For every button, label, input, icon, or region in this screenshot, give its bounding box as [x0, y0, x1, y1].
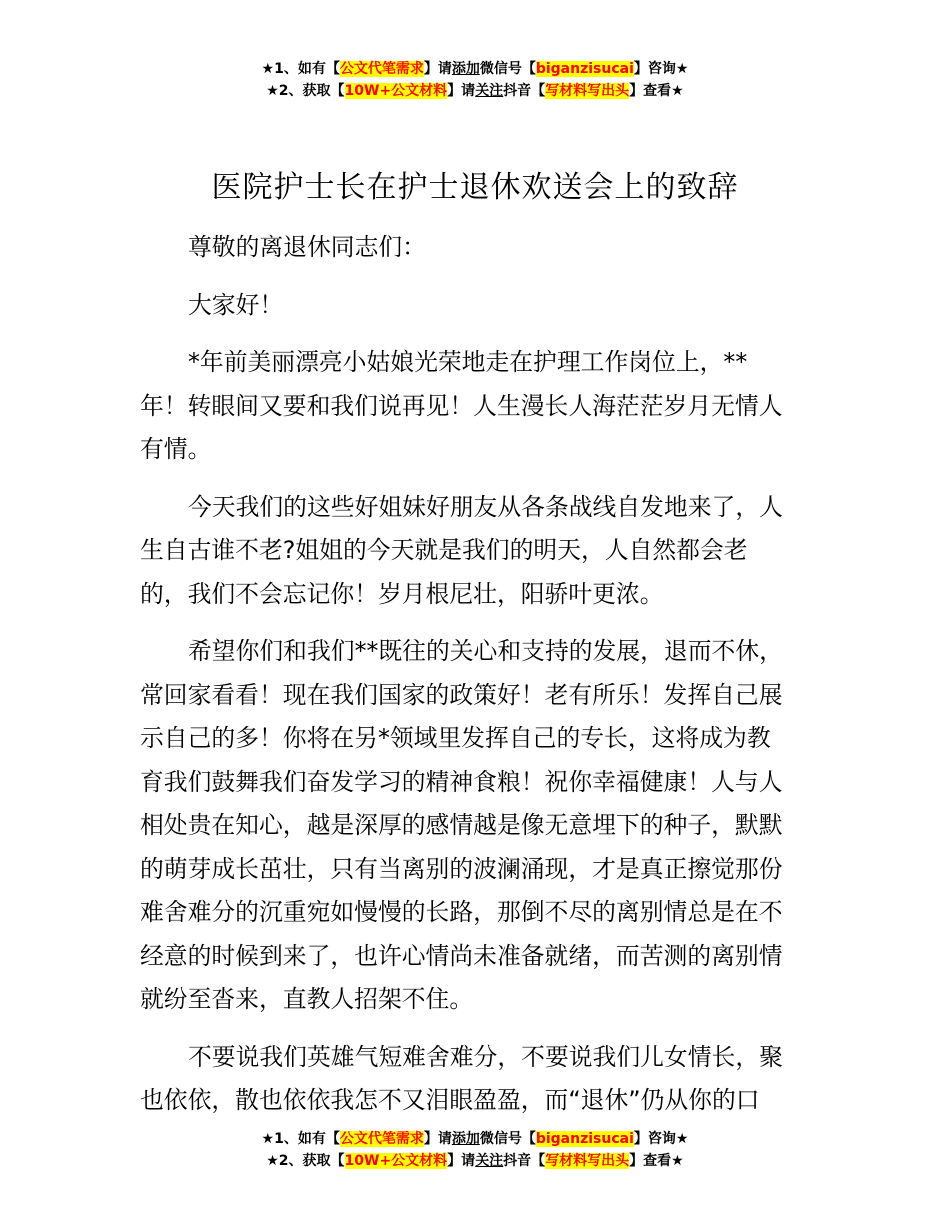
text-line: 年！转眼间又要和我们说再见！人生漫长人海茫茫岁月无情人 — [140, 391, 783, 420]
banner-text: 微信号【 — [479, 61, 536, 77]
paragraph — [140, 226, 812, 270]
text-line: 今天我们的这些好姐妹好朋友从各条战线自发地来了，人 — [188, 492, 783, 521]
banner-emphasis: 关注 — [475, 83, 504, 99]
banner-text: 】查看★ — [629, 1153, 684, 1169]
banner-line-2 — [0, 80, 950, 102]
text-line: 尊敬的离退休同志们： — [188, 233, 426, 261]
text-line: 不要说我们英雄气短难舍难分，不要说我们儿女情长，聚 — [188, 1042, 783, 1071]
text-line: 也依依，散也依依我怎不又泪眼盈盈，而“退休”仍从你的口 — [140, 1086, 760, 1114]
top-banner — [0, 58, 950, 102]
banner-emphasis: 添加 — [451, 61, 480, 77]
banner-text: 抖音【 — [503, 83, 546, 99]
text-line: 就纷至沓来，直教人招架不住。 — [140, 985, 474, 1013]
banner-text: ★1、如有【 — [261, 1131, 340, 1147]
bottom-banner — [0, 1128, 950, 1172]
text-line: 经意的时候到来了，也许心情尚未准备就绪，而苦测的离别情 — [140, 941, 783, 970]
banner-text: 】咨询★ — [633, 1131, 689, 1147]
paragraph — [140, 341, 812, 472]
text-line: 示自己的多！你将在另*领域里发挥自己的专长，这将成为教 — [140, 724, 771, 752]
text-line: 育我们鼓舞我们奋发学习的精神食粮！祝你幸福健康！人与人 — [140, 767, 783, 796]
banner-line-1 — [0, 1128, 950, 1150]
banner-text: 抖音【 — [503, 1153, 546, 1169]
banner-text: 】咨询★ — [633, 61, 689, 77]
text-line: 生自古谁不老?姐姐的今天就是我们的明天，人自然都会老 — [140, 536, 748, 564]
banner-text: 】请 — [423, 1131, 452, 1147]
banner-emphasis: 关注 — [475, 1153, 504, 1169]
paragraph — [140, 486, 812, 617]
banner-emphasis: 添加 — [451, 1131, 480, 1147]
banner-line-2 — [0, 1150, 950, 1172]
paragraph — [140, 630, 812, 1022]
document-body — [140, 226, 812, 1137]
text-line: 有情。 — [140, 435, 212, 463]
banner-highlight: 公文代笔需求 — [339, 1131, 424, 1147]
banner-text: ★2、获取【 — [266, 83, 345, 99]
banner-text: ★2、获取【 — [266, 1153, 345, 1169]
paragraph — [140, 1036, 812, 1123]
banner-text: 】请 — [447, 1153, 476, 1169]
text-line: 常回家看看！现在我们国家的政策好！老有所乐！发挥自己展 — [140, 680, 783, 709]
text-line: 的萌芽成长茁壮，只有当离别的波澜涌现，才是真正擦觉那份 — [140, 854, 783, 883]
text-line: 大家好！ — [188, 290, 284, 319]
text-line: *年前美丽漂亮小姑娘光荣地走在护理工作岗位上，** — [188, 348, 748, 376]
banner-line-1 — [0, 58, 950, 80]
banner-text: 】请 — [447, 83, 476, 99]
text-line: 相处贵在知心，越是深厚的感情越是像无意埋下的种子，默默 — [140, 811, 783, 839]
banner-highlight: 写材料写出头 — [545, 1153, 630, 1169]
text-line: 难舍难分的沉重宛如慢慢的长路，那倒不尽的离别情总是在不 — [140, 898, 783, 926]
paragraph — [140, 284, 812, 328]
banner-highlight: 10W+公文材料 — [344, 83, 448, 99]
text-line: 希望你们和我们**既往的关心和支持的发展，退而不休， — [188, 637, 783, 665]
banner-text: 】请 — [423, 61, 452, 77]
banner-highlight: biganzisucai — [535, 61, 634, 77]
banner-highlight: biganzisucai — [535, 1131, 634, 1147]
document-title: 医院护士长在护士退休欢送会上的致辞 — [211, 170, 739, 205]
banner-text: 微信号【 — [479, 1131, 536, 1147]
banner-highlight: 公文代笔需求 — [339, 61, 424, 77]
text-line: 的，我们不会忘记你！岁月根尼壮，阳骄叶更浓。 — [140, 579, 664, 608]
banner-text: 】查看★ — [629, 83, 684, 99]
banner-text: ★1、如有【 — [261, 61, 340, 77]
banner-highlight: 10W+公文材料 — [344, 1153, 448, 1169]
banner-highlight: 写材料写出头 — [545, 83, 630, 99]
